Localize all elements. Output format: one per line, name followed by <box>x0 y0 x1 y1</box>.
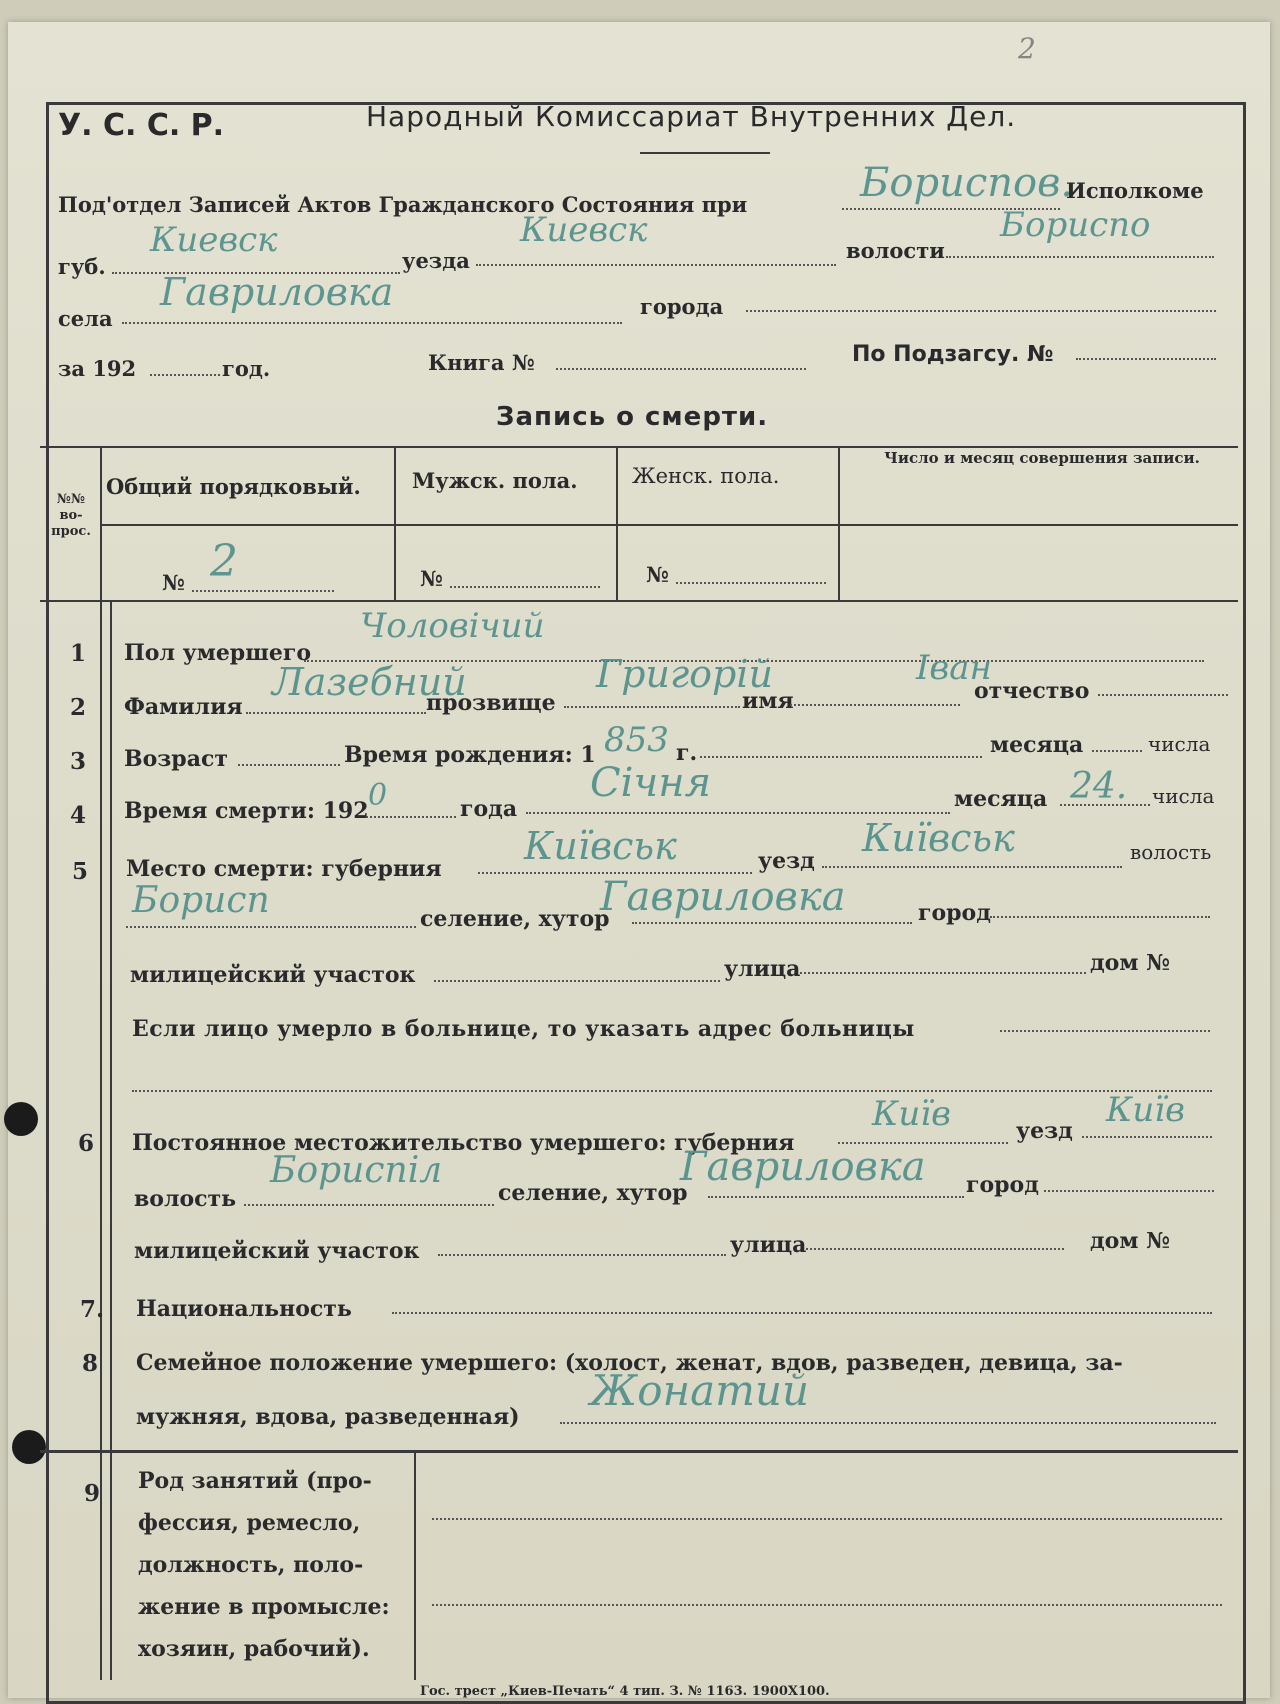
vremya-smerti-year: 0 <box>368 778 388 813</box>
rod-line-5: хозяин, рабочий). <box>138 1636 370 1662</box>
republic-label: У. С. С. Р. <box>58 108 225 143</box>
post-selenie-label: селение, хутор <box>498 1180 688 1206</box>
vozrast-label: Возраст <box>124 746 228 772</box>
goda-label: года <box>460 796 518 822</box>
semeinoe-label-2: мужняя, вдова, разведенная) <box>136 1404 520 1430</box>
commissariat-title: Народный Комиссариат Внутренних Дел. <box>366 100 1017 133</box>
table-col-qnum: №№ во- прос. <box>51 492 91 539</box>
volost-label: волости <box>846 238 945 263</box>
selo-label: села <box>58 306 113 331</box>
mesto-gub-value: Київськ <box>524 824 677 868</box>
post-selenie-value: Гавриловка <box>680 1144 926 1190</box>
q-3: 3 <box>70 748 87 775</box>
dom-label: дом № <box>1090 950 1171 976</box>
mesto-uezd-value: Київськ <box>862 816 1015 860</box>
post-ulica-label: улица <box>730 1232 807 1258</box>
chisla2-label: числа <box>1152 784 1215 808</box>
rod-line-3: должность, поло- <box>138 1552 364 1578</box>
imya-value: Григорій <box>596 652 773 696</box>
postoyannoe-label: Постоянное местожительство умершего: губерния <box>132 1130 795 1156</box>
imya-label: имя <box>742 688 794 714</box>
record-title: Запись о смерти. <box>496 402 769 432</box>
mesto-volost-label: волость <box>1130 840 1212 864</box>
vremya-smerti-label: Время смерти: 192 <box>124 798 369 824</box>
prozvische-label: прозвище <box>426 690 556 716</box>
post-gub-value: Київ <box>872 1094 951 1134</box>
table-col-date: Число и месяц совершения записи. <box>884 449 1200 467</box>
semeinoe-label: Семейное положение умершего: (холост, женат, вдов, разведен, девица, за- <box>136 1350 1123 1376</box>
chisla-label: числа <box>1148 732 1211 756</box>
q-7: 7. <box>80 1296 105 1323</box>
mesyaca2-label: месяца <box>954 786 1048 812</box>
punch-hole-top <box>4 1102 38 1136</box>
mesto-gorod-label: город <box>918 900 991 926</box>
selo-value: Гавриловка <box>160 270 394 314</box>
female-no-label: № <box>646 562 669 587</box>
post-gorod-label: город <box>966 1172 1039 1198</box>
g-label: г. <box>676 740 698 766</box>
otchestvo-label: отчество <box>974 678 1090 704</box>
pol-value: Чоловічий <box>360 606 545 646</box>
nacional-label: Национальность <box>136 1296 352 1322</box>
general-no-value: 2 <box>210 536 238 587</box>
post-milic-label: милицейский участок <box>134 1238 420 1264</box>
vremya-rozhd-value: 853 <box>604 720 669 760</box>
table-col-female: Женск. пола. <box>632 464 780 488</box>
pol-label: Пол умершего <box>124 640 311 666</box>
q-4: 4 <box>70 802 87 829</box>
post-uezd-label: уезд <box>1016 1118 1073 1144</box>
post-volost-label: волость <box>134 1186 237 1212</box>
header-underline <box>640 152 770 154</box>
mesto-selenie-value: Гавриловка <box>600 874 846 920</box>
hospital-label: Если лицо умерло в больнице, то указать адрес больницы <box>132 1016 915 1042</box>
q-8: 8 <box>82 1350 99 1377</box>
volost-value: Бориспо <box>1000 205 1151 245</box>
post-uezd-value: Київ <box>1106 1090 1185 1130</box>
mesto-selenie-label: селение, хутор <box>420 906 610 932</box>
semeinoe-value: Жонатий <box>590 1366 810 1415</box>
kniga-label: Книга № <box>428 350 535 375</box>
familia-label: Фамилия <box>124 694 243 720</box>
mesto-label: Место смерти: губерния <box>126 856 442 882</box>
q-2: 2 <box>70 694 87 721</box>
gorod-label: города <box>640 294 724 319</box>
subdept-label: Под'отдел Записей Актов Гражданского Состояния при <box>58 192 748 217</box>
mesto-uezd-label: уезд <box>758 848 815 874</box>
milic-label: милицейский участок <box>130 962 416 988</box>
smert-month-value: Січня <box>590 760 712 806</box>
familia-value: Лазебний <box>272 660 467 704</box>
q-1: 1 <box>70 640 87 667</box>
uezd-label: уезда <box>402 248 470 273</box>
post-volost-value: Бориспіл <box>270 1150 443 1191</box>
q-6: 6 <box>78 1130 95 1157</box>
mesto-volost-value: Борисп <box>132 880 270 921</box>
ispolkom-value: Бориспов. <box>860 160 1074 206</box>
q-9: 9 <box>84 1480 101 1507</box>
punch-hole-bottom <box>12 1430 46 1464</box>
corner-mark: 2 <box>1018 32 1036 65</box>
general-no-label: № <box>162 570 185 595</box>
ispolkom-label: Исполкоме <box>1066 178 1204 203</box>
rod-line-1: Род занятий (про- <box>138 1468 372 1494</box>
podzagsu-label: По Подзагсу. № <box>852 342 1054 367</box>
god-label: год. <box>222 356 271 381</box>
uezd-value: Киевск <box>520 210 648 250</box>
male-no-label: № <box>420 566 443 591</box>
mesyaca-label: месяца <box>990 732 1084 758</box>
rod-line-4: жение в промысле: <box>138 1594 390 1620</box>
gub-label: губ. <box>58 254 106 279</box>
print-footer: Гос. трест „Киев-Печать“ 4 тип. З. № 1163. 1900Х100. <box>420 1684 830 1699</box>
ulica-label: улица <box>724 956 801 982</box>
post-dom-label: дом № <box>1090 1228 1171 1254</box>
otchestvo-value: Іван <box>916 648 992 688</box>
rod-line-2: фессия, ремесло, <box>138 1510 361 1536</box>
smert-day-value: 24. <box>1070 766 1128 807</box>
za-label: за 192 <box>58 356 137 381</box>
q-5: 5 <box>72 858 89 885</box>
table-col-male: Мужск. пола. <box>412 468 578 493</box>
gub-value: Киевск <box>150 220 278 260</box>
table-col-general: Общий порядковый. <box>106 474 361 499</box>
vremya-rozhd-label: Время рождения: 1 <box>344 742 596 768</box>
